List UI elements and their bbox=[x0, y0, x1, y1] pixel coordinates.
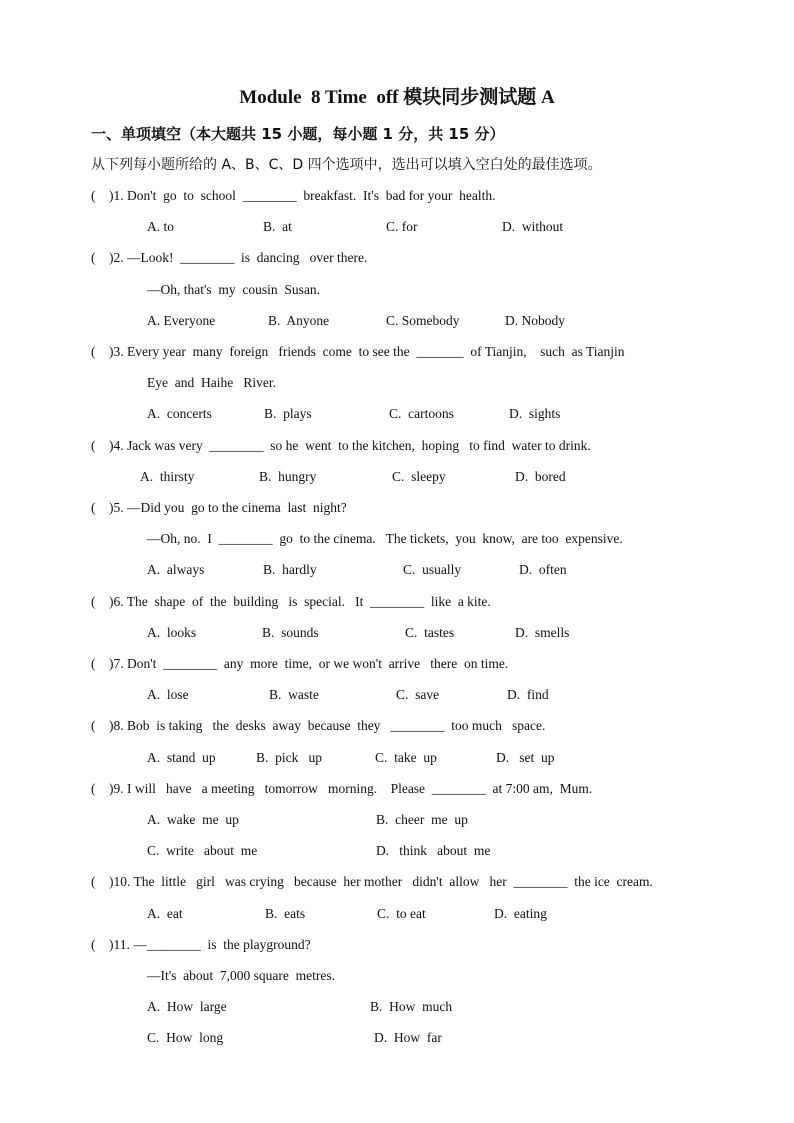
q3-option-b: B. plays bbox=[264, 406, 312, 421]
q9-option-d: D. think about me bbox=[376, 843, 491, 858]
q3-option-c: C. cartoons bbox=[389, 406, 454, 421]
q2-option-b: B. Anyone bbox=[268, 313, 330, 328]
question-2: ( )2. —Look! ________ is dancing over there. bbox=[91, 250, 368, 265]
q7-option-a: A. lose bbox=[147, 687, 189, 702]
q11-option-c: C. How long bbox=[147, 1030, 224, 1045]
q6-option-b: B. sounds bbox=[262, 625, 319, 640]
q7-option-d: D. find bbox=[507, 687, 549, 702]
section-heading: 一、单项填空（本大题共 15 小题，每小题 1 分，共 15 分） bbox=[91, 125, 505, 143]
q11-option-a: A. How large bbox=[147, 999, 227, 1014]
q5-option-b: B. hardly bbox=[263, 562, 317, 577]
q2-option-d: D. Nobody bbox=[505, 313, 565, 328]
q11-line-2: —It's about 7,000 square metres. bbox=[147, 968, 336, 983]
q8-option-c: C. take up bbox=[375, 750, 437, 765]
question-10: ( )10. The little girl was crying because her mother didn't allow her ________ the ice cream. bbox=[91, 874, 653, 889]
q5-line-2: —Oh, no. I ________ go to the cinema. The tickets, you know, are too expensive. bbox=[147, 531, 623, 546]
question-9: ( )9. I will have a meeting tomorrow morning. Please ________ at 7:00 am, Mum. bbox=[91, 781, 593, 796]
q1-option-b: B. at bbox=[263, 219, 292, 234]
q6-option-a: A. looks bbox=[147, 625, 197, 640]
q1-option-d: D. without bbox=[502, 219, 564, 234]
q8-option-a: A. stand up bbox=[147, 750, 216, 765]
q1-option-c: C. for bbox=[386, 219, 418, 234]
question-1: ( )1. Don't go to school ________ breakfast. It's bad for your health. bbox=[91, 188, 496, 203]
question-6: ( )6. The shape of the building is special. It ________ like a kite. bbox=[91, 594, 491, 609]
q5-option-d: D. often bbox=[519, 562, 567, 577]
q5-option-c: C. usually bbox=[403, 562, 462, 577]
q6-option-c: C. tastes bbox=[405, 625, 455, 640]
q2-line-2: —Oh, that's my cousin Susan. bbox=[147, 282, 321, 297]
q6-option-d: D. smells bbox=[515, 625, 570, 640]
q9-option-c: C. write about me bbox=[147, 843, 258, 858]
q1-option-a: A. to bbox=[147, 219, 174, 234]
question-8: ( )8. Bob is taking the desks away because they ________ too much space. bbox=[91, 718, 546, 733]
q2-option-c: C. Somebody bbox=[386, 313, 460, 328]
q3-line-2: Eye and Haihe River. bbox=[147, 375, 276, 390]
q4-option-c: C. sleepy bbox=[392, 469, 446, 484]
q11-option-d: D. How far bbox=[374, 1030, 442, 1045]
q9-option-a: A. wake me up bbox=[147, 812, 239, 827]
q4-option-b: B. hungry bbox=[259, 469, 317, 484]
q8-option-b: B. pick up bbox=[256, 750, 322, 765]
q7-option-c: C. save bbox=[396, 687, 440, 702]
question-5: ( )5. —Did you go to the cinema last night? bbox=[91, 500, 347, 515]
q3-option-a: A. concerts bbox=[147, 406, 212, 421]
q10-option-d: D. eating bbox=[494, 906, 547, 921]
q3-option-d: D. sights bbox=[509, 406, 561, 421]
q11-option-b: B. How much bbox=[370, 999, 453, 1014]
q4-option-d: D. bored bbox=[515, 469, 566, 484]
q10-option-a: A. eat bbox=[147, 906, 183, 921]
q10-option-c: C. to eat bbox=[377, 906, 426, 921]
q4-option-a: A. thirsty bbox=[140, 469, 195, 484]
q9-option-b: B. cheer me up bbox=[376, 812, 468, 827]
question-7: ( )7. Don't ________ any more time, or we won't arrive there on time. bbox=[91, 656, 509, 671]
q5-option-a: A. always bbox=[147, 562, 205, 577]
q8-option-d: D. set up bbox=[496, 750, 555, 765]
question-11: ( )11. —________ is the playground? bbox=[91, 937, 311, 952]
q10-option-b: B. eats bbox=[265, 906, 306, 921]
question-3: ( )3. Every year many foreign friends come to see the _______ of Tianjin, such as Tianjin bbox=[91, 344, 625, 359]
q2-option-a: A. Everyone bbox=[147, 313, 216, 328]
page-title: Module 8 Time off 模块同步测试题 A bbox=[239, 87, 555, 108]
instructions: 从下列每小题所给的 A、B、C、D 四个选项中，选出可以填入空白处的最佳选项。 bbox=[91, 157, 602, 173]
q7-option-b: B. waste bbox=[269, 687, 319, 702]
question-4: ( )4. Jack was very ________ so he went to the kitchen, hoping to find water to drink. bbox=[91, 438, 591, 453]
